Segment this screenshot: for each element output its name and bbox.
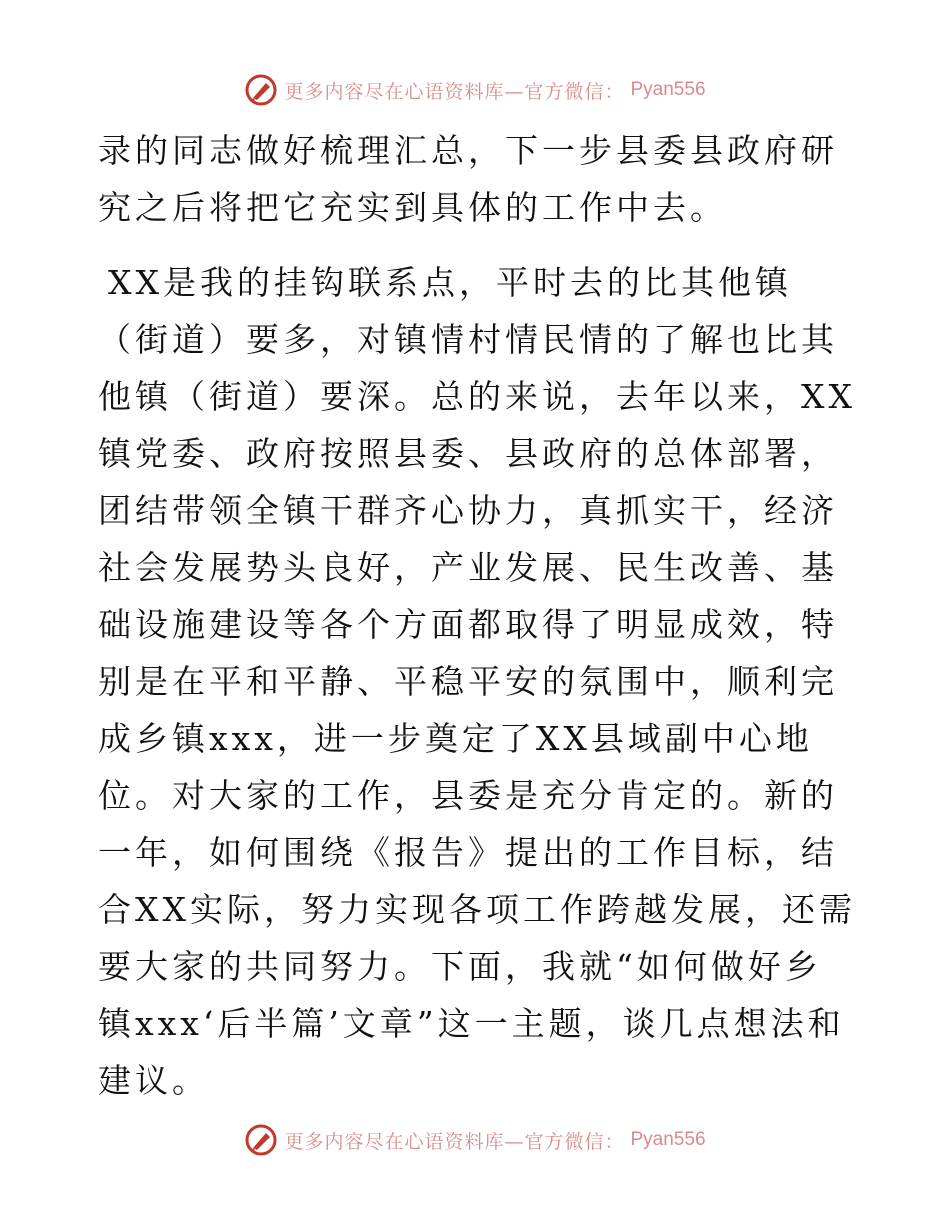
header-watermark-text: 更多内容尽在心语资料库—官方微信： xyxy=(284,80,625,103)
header-watermark xyxy=(0,70,950,110)
document-body xyxy=(98,122,858,1109)
footer-watermark-id: Pyan556 xyxy=(630,1129,706,1150)
header-watermark-id: Pyan556 xyxy=(630,79,706,100)
footer-watermark xyxy=(0,1120,950,1160)
pen-logo-icon xyxy=(244,73,278,107)
pen-logo-icon xyxy=(244,1123,278,1157)
paragraph-1: 录的同志做好梳理汇总，下一步县委县政府研究之后将把它充实到具体的工作中去。 xyxy=(98,131,838,227)
paragraph-2: XX是我的挂钩联系点，平时去的比其他镇（街道）要多，对镇情村情民情的了解也比其他镇（街道）要深。总的来说，去年以来，XX镇党委、政府按照县委、县政府的总体部署，团结带领全镇干群齐心协力，真抓实干，经济社会发展势头良好，产业发展、民生改善、基础设施建设等各个方面都取得了明显成效，特别是在平和平静、平稳平安的氛围中，顺利完成乡镇xxx，进一步奠定了XX县域副中心地位。对大家的工作，县委是充分肯定的。新的一年，如何围绕《报告》提出的工作目标，结合XX实际，努力实现各项工作跨越发展，还需要大家的共同努力。下面，我就“如何做好乡镇xxx‘后半篇’文章”这一主题，谈几点想法和建议。 xyxy=(98,263,856,1100)
footer-watermark-text: 更多内容尽在心语资料库—官方微信： xyxy=(284,1130,625,1153)
